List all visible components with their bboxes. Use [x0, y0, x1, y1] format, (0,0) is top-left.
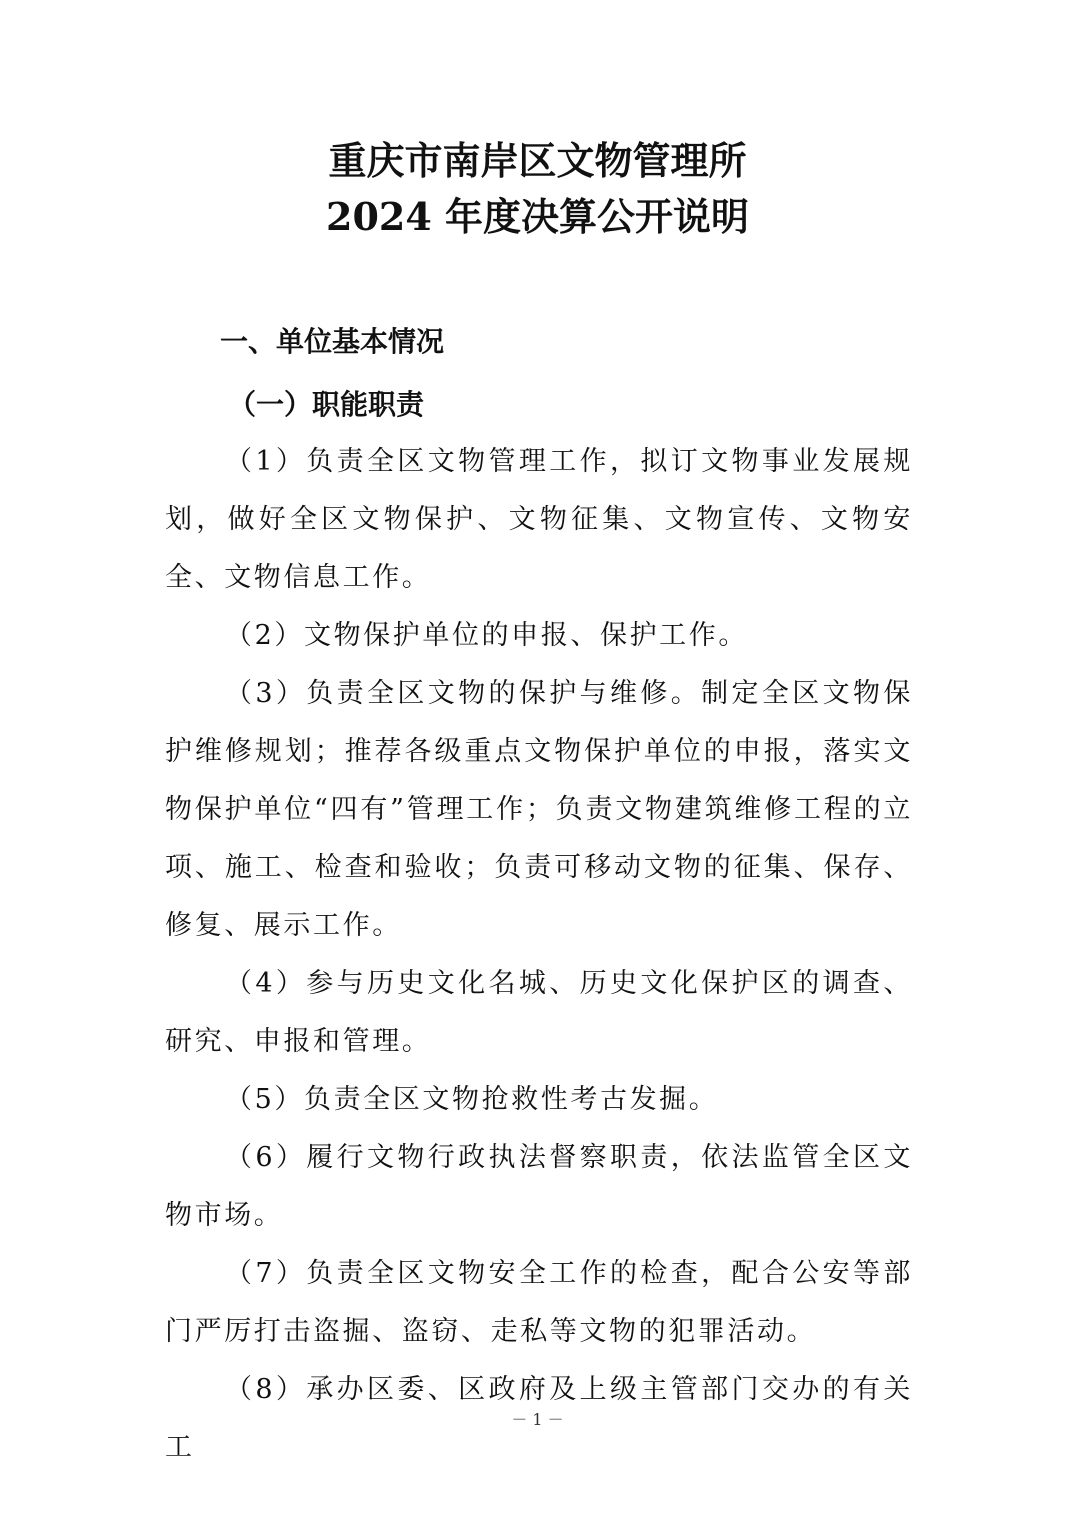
paragraph-3: （3）负责全区文物的保护与维修。制定全区文物保护维修规划；推荐各级重点文物保护单位的申报，落实文物保护单位“四有”管理工作；负责文物建筑维修工程的立项、施工、检查和验收；负责可移动文物的征集、保存、修复、展示工作。	[165, 678, 913, 941]
paragraph-4: （4）参与历史文化名城、历史文化保护区的调查、研究、申报和管理。	[165, 968, 913, 1057]
document-title-line-2: 2024 年度决算公开说明	[326, 194, 749, 239]
paragraph-7: （7）负责全区文物安全工作的检查，配合公安等部门严厉打击盗掘、盗窃、走私等文物的犯罪活动。	[165, 1258, 913, 1347]
section-heading: 一、单位基本情况	[220, 325, 445, 358]
document-title-line-1: 重庆市南岸区文物管理所	[328, 138, 747, 183]
paragraph-8: （8）承办区委、区政府及上级主管部门交办的有关工	[165, 1374, 913, 1463]
paragraph-6: （6）履行文物行政执法督察职责，依法监管全区文物市场。	[165, 1142, 913, 1231]
body-text	[165, 433, 913, 1477]
page-number: － 1 －	[511, 1410, 564, 1429]
subsection-heading: （一）职能职责	[228, 388, 425, 421]
paragraph-1: （1）负责全区文物管理工作，拟订文物事业发展规划，做好全区文物保护、文物征集、文物宣传、文物安全、文物信息工作。	[165, 446, 913, 593]
paragraph-5: （5）负责全区文物抢救性考古发掘。	[225, 1084, 719, 1115]
paragraph-2: （2）文物保护单位的申报、保护工作。	[225, 620, 748, 651]
